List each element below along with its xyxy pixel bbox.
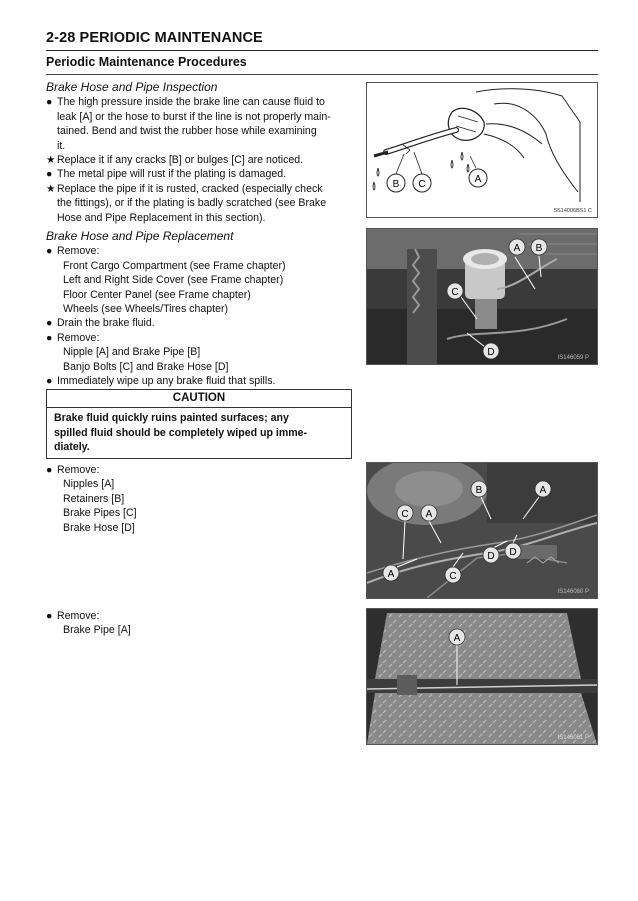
bullet-icon: ● (46, 96, 53, 109)
caution-title: CAUTION (47, 390, 351, 408)
item-line: tained. Bend and twist the rubber hose while examining (57, 125, 317, 138)
star-icon: ★ (46, 182, 56, 195)
figure-code: SS14006BS1 C (553, 208, 592, 214)
wipe-text: Immediately wipe up any brake fluid that spills. (57, 375, 276, 388)
remove-pipes-section (46, 463, 356, 535)
item-line: Replace the pipe if it is rusted, cracked (especially check (57, 182, 323, 195)
subtitle-rule (46, 74, 598, 75)
sub-item: Brake Hose [D] (63, 521, 135, 534)
list-item (46, 374, 356, 388)
page-title: 2-28 PERIODIC MAINTENANCE (46, 30, 263, 46)
section-title: Periodic Maintenance Procedures (46, 55, 247, 69)
callout-label: B (475, 485, 483, 496)
list-item (46, 609, 356, 623)
item-line: Replace it if any cracks [B] or bulges [C] are noticed. (57, 154, 304, 167)
sub-item: Wheels (see Wheels/Tires chapter) (63, 303, 229, 316)
callout-label: A (513, 243, 521, 254)
callout-label: C (449, 571, 457, 582)
bullet-icon: ● (46, 331, 53, 344)
remove-label: Remove: (57, 464, 100, 476)
list-item (46, 182, 356, 225)
figure-code: IS146060 P (557, 589, 589, 595)
figure-floor-pipe (366, 608, 598, 745)
inspection-heading: Brake Hose and Pipe Inspection (46, 80, 218, 94)
callout-label: A (474, 174, 482, 185)
sub-item: Left and Right Side Cover (see Frame chapter) (63, 274, 284, 287)
figure-master-cylinder (366, 228, 598, 365)
caution-line: diately. (54, 441, 90, 454)
sub-item: Nipples [A] (63, 478, 115, 491)
bullet-icon: ● (46, 168, 53, 181)
item-line: The high pressure inside the brake line can cause fluid to (57, 96, 325, 109)
remove-label: Remove: (57, 610, 100, 622)
bullet-icon: ● (46, 375, 53, 388)
callout-label: C (401, 509, 409, 520)
bullet-icon: ● (46, 317, 53, 330)
inspection-section (46, 80, 356, 225)
remove-label: Remove: (57, 331, 100, 344)
callout-label: A (387, 569, 395, 580)
header-rule (46, 50, 598, 51)
sub-item: Floor Center Panel (see Frame chapter) (63, 288, 251, 301)
callout-label: A (453, 633, 461, 644)
sub-item: Brake Pipes [C] (63, 507, 137, 520)
list-item (46, 244, 356, 258)
sub-item: Front Cargo Compartment (see Frame chapter) (63, 259, 286, 272)
figure-hose-inspection (366, 82, 598, 218)
callout-label: C (451, 287, 459, 298)
callout-label: C (418, 179, 426, 190)
list-item (46, 153, 356, 167)
remove-pipe-section (46, 609, 356, 638)
item-line: leak [A] or the hose to burst if the line is not properly main- (57, 110, 331, 123)
list-item (46, 95, 356, 153)
callout-label: B (535, 243, 543, 254)
item-line: The metal pipe will rust if the plating is damaged. (57, 168, 287, 181)
sub-item: Brake Pipe [A] (63, 624, 131, 637)
item-line: it. (57, 139, 66, 152)
callout-label: B (392, 179, 400, 190)
caution-line: Brake fluid quickly ruins painted surfaces; any (54, 412, 289, 424)
callout-label: A (425, 509, 433, 520)
sub-item: Retainers [B] (63, 492, 125, 505)
drain-text: Drain the brake fluid. (57, 317, 155, 330)
caution-line: spilled fluid should be completely wiped up imme- (54, 426, 308, 439)
remove-label: Remove: (57, 245, 100, 258)
callout-label: D (487, 347, 495, 358)
list-item (46, 331, 356, 345)
item-line: the fittings), or if the plating is badly scratched (see Brake (57, 197, 327, 210)
list-item (46, 167, 356, 181)
callout-label: D (487, 551, 495, 562)
sub-item: Banjo Bolts [C] and Brake Hose [D] (63, 360, 229, 373)
figure-code: IS146059 P (557, 355, 589, 361)
replacement-heading: Brake Hose and Pipe Replacement (46, 229, 234, 243)
callout-label: D (509, 547, 517, 558)
bullet-icon: ● (46, 610, 53, 622)
figure-code: IS146061 P (557, 735, 589, 741)
bullet-icon: ● (46, 245, 53, 258)
item-line: Hose and Pipe Replacement in this section). (57, 211, 266, 224)
callout-label: A (539, 485, 547, 496)
list-item (46, 463, 356, 477)
list-item (46, 316, 356, 330)
replacement-section (46, 229, 356, 388)
bullet-icon: ● (46, 464, 53, 476)
caution-box (46, 389, 352, 459)
figure-brake-pipes (366, 462, 598, 599)
sub-item: Nipple [A] and Brake Pipe [B] (63, 346, 201, 359)
star-icon: ★ (46, 154, 56, 167)
